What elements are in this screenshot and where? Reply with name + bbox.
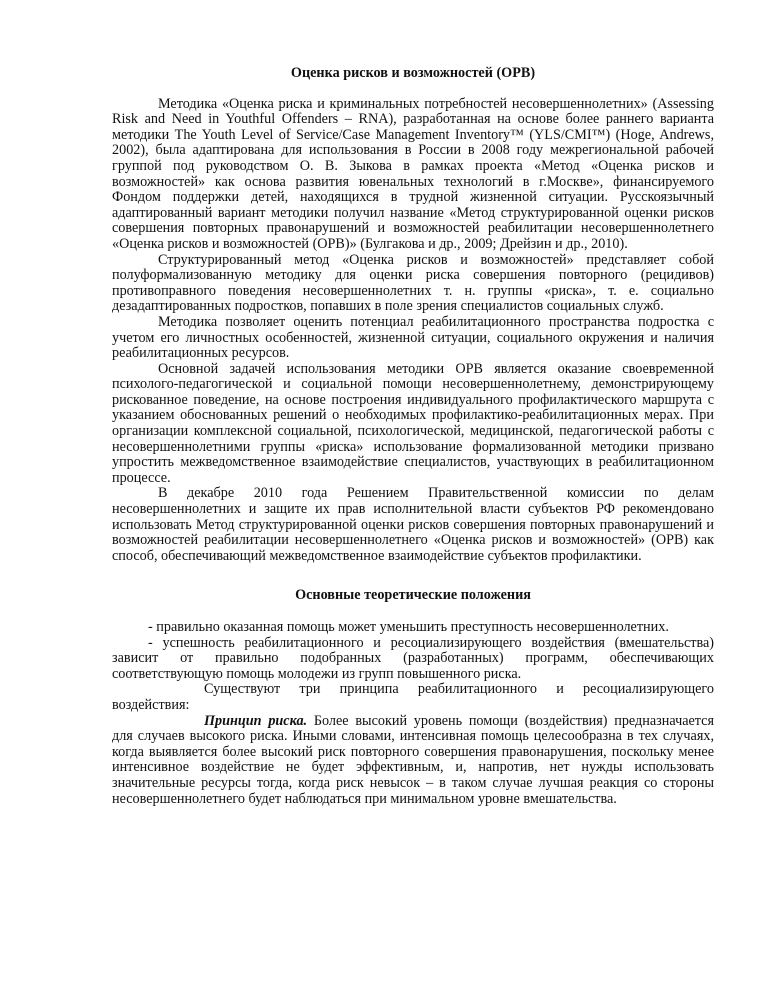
risk-principle-text: Более высокий уровень помощи (воздействия) предназначается для случаев высокого риска. Иными словами, интенсивная помощь целесообразна в тех случаях, когда выявляется более высокий риск повторного совершения правонарушения, поскольку менее интенсивное воздействие не будет эффективным, и, напротив, нет нужды использовать значительные ресурсы тогда, когда риск невысок – в таком случае лучшая реакция со стороны несовершеннолетнего будет наблюдаться при минимальном уровне вмешательства. [112, 712, 715, 807]
risk-principle-term: Принцип риска. [204, 712, 308, 729]
paragraph: Основной задачей использования методики ОРВ является оказание своевременной психолого-педагогической и социальной помощи несовершеннолетнему, демонстрирующему рискованное поведение, на основе построения индивидуального профилактического маршрута с указанием обоснованных решений о необходимых профилактико-реабилитационных мерах. При организации комплексной социальной, психологической, медицинской, педагогической работы с несовершеннолетними группы «риска» использование формализованной методики призвано упростить межведомственное взаимодействие специалистов, участвующих в реабилитационном процессе. [112, 360, 714, 486]
bullet-item: - правильно оказанная помощь может уменьшить преступность несовершеннолетних. [148, 619, 669, 635]
risk-principle-paragraph [112, 714, 714, 808]
paragraph: Структурированный метод «Оценка рисков и возможностей» представляет собой полуформализованную методику для оценки риска совершения повторного (рецидивов) противоправного поведения несовершеннолетних т. н. группы «риска», т. е. социально дезадаптированных подростков, попавших в поле зрения специалистов социальных служб. [112, 251, 714, 315]
paragraph: В декабре 2010 года Решением Правительственной комиссии по делам несовершеннолетних и защите их прав исполнительной власти субъектов РФ рекомендовано использовать Метод структурированной оценки рисков совершения повторных правонарушений и возможностей реабилитации несовершеннолетнего «Оценка рисков и возможностей» (ОРВ) как способ, обеспечивающий межведомственное взаимодействие субъектов профилактики. [112, 485, 714, 564]
paragraph: Методика «Оценка риска и криминальных потребностей несовершеннолетних» (Assessing Risk and Need in Youthful Offenders – RNA), разработанная на основе более раннего варианта методики The Youth Level of Service/Case Management Inventory™ (YLS/CMI™) (Hoge, Andrews, 2002), была адаптирована для использования в России в 2008 году межрегиональной рабочей группой под руководством О. В. Зыкова в рамках проекта «Метод «Оценка рисков и возможностей» как основа развития ювенальных технологий в г.Москве», финансируемого Фондом поддержки детей, находящихся в трудной жизненной ситуации. Русскоязычный адаптированный вариант методики получил название «Метод структурированной оценки рисков совершения повторных правонарушений и возможностей реабилитации несовершеннолетнего «Оценка рисков и возможностей (ОРВ)» (Булгакова и др., 2009; Дрейзин и др., 2010). [112, 95, 714, 252]
document-page [112, 60, 714, 807]
document-title: Оценка рисков и возможностей (ОРВ) [290, 65, 536, 81]
bullet-item: - успешность реабилитационного и ресоциализирующего воздействия (вмешательства) зависит от правильно подобранных (разработанных) программ, обеспечивающих соответствующую помощь молодежи из групп повышенного риска. [112, 634, 714, 682]
section-title: Основные теоретические положения [295, 587, 531, 604]
principles-intro: Существуют три принципа реабилитационного и ресоциализирующего воздействия: [112, 681, 714, 713]
paragraph: Методика позволяет оценить потенциал реабилитационного пространства подростка с учетом его личностных особенностей, жизненной ситуации, социального окружения и наличия реабилитационных ресурсов. [112, 313, 714, 362]
